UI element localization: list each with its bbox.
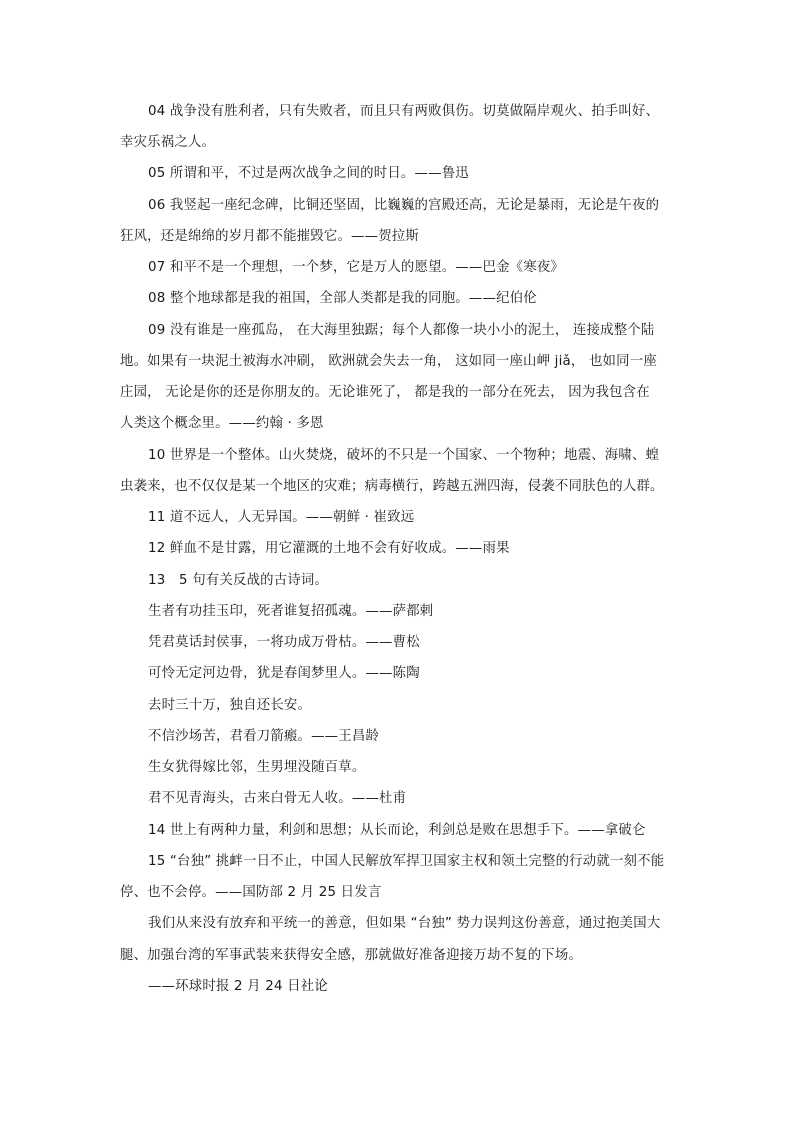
text-line: 地。如果有一块泥土被海水冲刷， 欧洲就会失去一角， 这如同一座山岬 jiǎ， 也如同一座 <box>120 354 657 369</box>
text-line: 11 道不远人，人无异国。——朝鲜 · 崔致远 <box>148 510 415 525</box>
text-line: 去时三十万，独自还长安。 <box>148 698 312 713</box>
text-line: 不信沙场苦，君看刀箭瘢。——王昌龄 <box>148 729 380 744</box>
text-line: 人类这个概念里。——约翰 · 多恩 <box>120 416 324 431</box>
text-line: 我们从来没有放弃和平统一的善意，但如果 “台独” 势力误判这份善意，通过抱美国大 <box>148 916 661 931</box>
text-line: 狂风，还是绵绵的岁月都不能摧毁它。——贺拉斯 <box>120 229 419 244</box>
text-line: 06 我竖起一座纪念碑，比铜还坚固，比巍巍的宫殿还高，无论是暴雨，无论是午夜的 <box>148 198 660 213</box>
text-line: 08 整个地球都是我的祖国，全部人类都是我的同胞。——纪伯伦 <box>148 291 537 306</box>
text-line: 可怜无定河边骨，犹是春闺梦里人。——陈陶 <box>148 666 420 681</box>
text-line: 15 “台独” 挑衅一日不止，中国人民解放军捍卫国家主权和领土完整的行动就一刻不能 <box>148 854 665 869</box>
text-line: 12 鲜血不是甘露，用它灌溉的土地不会有好收成。——雨果 <box>148 541 510 556</box>
text-line: 05 所谓和平，不过是两次战争之间的时日。——鲁迅 <box>148 166 469 181</box>
text-line: 停、也不会停。——国防部 2 月 25 日发言 <box>120 885 382 900</box>
text-line: 生女犹得嫁比邻，生男埋没随百草。 <box>148 760 366 775</box>
text-line: 14 世上有两种力量，利剑和思想；从长而论，利剑总是败在思想手下。——拿破仑 <box>148 823 646 838</box>
text-line: 凭君莫话封侯事，一将功成万骨枯。——曹松 <box>148 635 420 650</box>
text-line: ——环球时报 2 月 24 日社论 <box>148 979 328 994</box>
text-line: 07 和平不是一个理想，一个梦，它是万人的愿望。——巴金《寒夜》 <box>148 260 565 275</box>
text-line: 君不见青海头，古来白骨无人收。——杜甫 <box>148 791 407 806</box>
text-line: 虫袭来，也不仅仅是某一个地区的灾难；病毒横行，跨越五洲四海，侵袭不同肤色的人群。 <box>120 479 664 494</box>
text-line: 腿、加强台湾的军事武装来获得安全感，那就做好准备迎接万劫不复的下场。 <box>120 948 583 963</box>
text-line: 13 5 句有关反战的古诗词。 <box>148 573 329 588</box>
text-line: 幸灾乐祸之人。 <box>120 135 216 150</box>
text-line: 04 战争没有胜利者，只有失败者，而且只有两败俱伤。切莫做隔岸观火、拍手叫好、 <box>148 104 660 119</box>
text-line: 生者有功挂玉印，死者谁复招孤魂。——萨都剌 <box>148 604 434 619</box>
text-line: 10 世界是一个整体。山火焚烧，破坏的不只是一个国家、一个物种；地震、海啸、蝗 <box>148 448 660 463</box>
text-line: 庄园， 无论是你的还是你朋友的。无论谁死了， 都是我的一部分在死去， 因为我包含在 <box>120 385 650 400</box>
text-line: 09 没有谁是一座孤岛， 在大海里独踞；每个人都像一块小小的泥土， 连接成整个陆 <box>148 323 655 338</box>
